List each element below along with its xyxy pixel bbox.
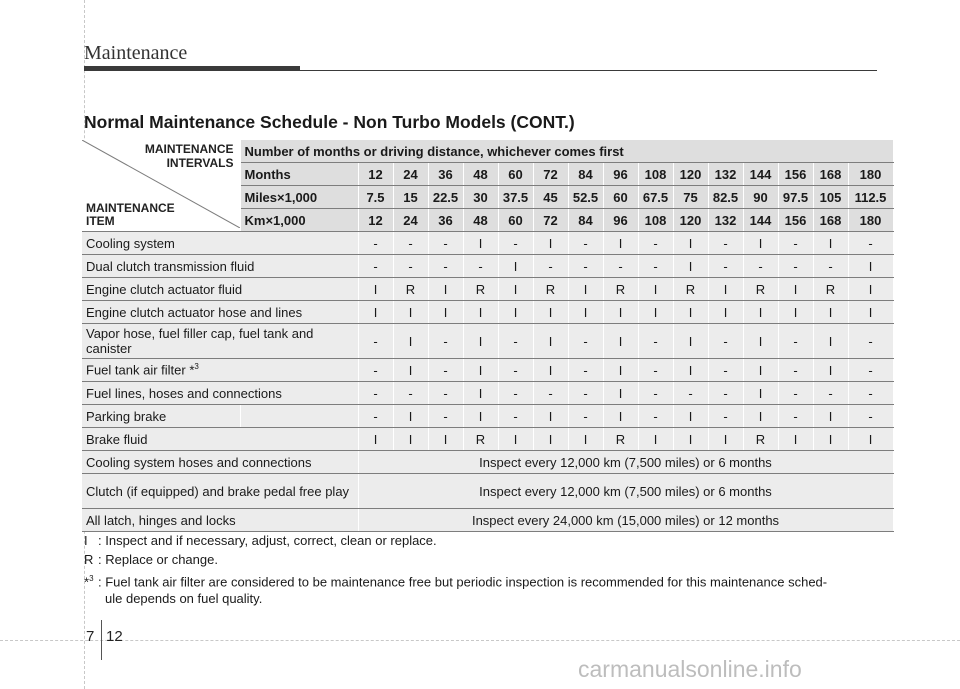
schedule-cell: I: [673, 301, 708, 324]
months-value: 108: [638, 163, 673, 186]
schedule-cell: I: [673, 359, 708, 382]
schedule-cell: I: [813, 428, 848, 451]
table-corner-header: [82, 140, 240, 232]
schedule-cell: I: [533, 232, 568, 255]
schedule-cell: -: [358, 382, 393, 405]
maintenance-item: Cooling system hoses and connections: [82, 451, 358, 474]
schedule-cell: -: [568, 382, 603, 405]
km-value: 120: [673, 209, 708, 232]
schedule-cell: -: [848, 405, 893, 428]
schedule-cell: -: [848, 382, 893, 405]
page-number: 12: [106, 628, 123, 645]
schedule-cell: R: [743, 428, 778, 451]
schedule-cell: I: [673, 255, 708, 278]
km-value: 36: [428, 209, 463, 232]
schedule-row: [82, 278, 893, 301]
schedule-cell: I: [463, 232, 498, 255]
schedule-cell: -: [848, 324, 893, 359]
km-value: 84: [568, 209, 603, 232]
months-value: 24: [393, 163, 428, 186]
km-value: 72: [533, 209, 568, 232]
schedule-cell: I: [393, 301, 428, 324]
schedule-cell: I: [393, 359, 428, 382]
miles-value: 15: [393, 186, 428, 209]
schedule-cell: I: [813, 232, 848, 255]
schedule-cell: I: [778, 278, 813, 301]
schedule-cell: -: [638, 255, 673, 278]
schedule-cell: R: [603, 428, 638, 451]
schedule-cell: -: [533, 255, 568, 278]
schedule-cell: -: [708, 324, 743, 359]
maintenance-item-label: Fuel lines, hoses and connections: [86, 385, 282, 401]
schedule-cell: -: [428, 359, 463, 382]
miles-value: 75: [673, 186, 708, 209]
schedule-cell: -: [708, 255, 743, 278]
schedule-cell: I: [603, 301, 638, 324]
months-label: Months: [240, 163, 358, 186]
legend-text-continued: ule depends on fuel quality.: [105, 591, 263, 607]
schedule-cell: I: [708, 301, 743, 324]
miles-value: 60: [603, 186, 638, 209]
schedule-cell: I: [813, 359, 848, 382]
months-value: 168: [813, 163, 848, 186]
schedule-cell: I: [813, 324, 848, 359]
schedule-cell: I: [463, 301, 498, 324]
schedule-cell: I: [533, 428, 568, 451]
schedule-cell: I: [498, 278, 533, 301]
page-header-title: Maintenance: [84, 42, 188, 64]
schedule-cell: I: [358, 301, 393, 324]
schedule-cell: -: [743, 255, 778, 278]
miles-value: 90: [743, 186, 778, 209]
schedule-cell: I: [463, 359, 498, 382]
schedule-row: [82, 428, 893, 451]
schedule-cell: -: [778, 324, 813, 359]
schedule-cell: I: [848, 428, 893, 451]
km-value: 108: [638, 209, 673, 232]
schedule-cell: I: [673, 405, 708, 428]
chapter-number: 7: [86, 628, 95, 645]
schedule-cell: R: [743, 278, 778, 301]
schedule-cell: I: [848, 255, 893, 278]
schedule-cell: -: [638, 405, 673, 428]
schedule-cell: I: [463, 382, 498, 405]
schedule-cell: I: [603, 359, 638, 382]
schedule-cell: I: [568, 278, 603, 301]
schedule-cell: R: [533, 278, 568, 301]
miles-value: 52.5: [568, 186, 603, 209]
months-value: 144: [743, 163, 778, 186]
schedule-row: [82, 301, 893, 324]
schedule-cell: -: [778, 255, 813, 278]
schedule-cell: I: [533, 405, 568, 428]
legend-key: R: [84, 552, 94, 567]
schedule-cell: -: [358, 405, 393, 428]
footnote-marker: 3: [89, 574, 94, 583]
schedule-cell: I: [778, 301, 813, 324]
km-value: 144: [743, 209, 778, 232]
months-value: 60: [498, 163, 533, 186]
months-value: 12: [358, 163, 393, 186]
schedule-cell: I: [498, 301, 533, 324]
schedule-cell: I: [743, 405, 778, 428]
schedule-cell: -: [708, 359, 743, 382]
interval-heading-row: [82, 140, 893, 163]
schedule-cell: -: [498, 324, 533, 359]
km-value: 12: [358, 209, 393, 232]
schedule-cell: -: [778, 232, 813, 255]
inspection-interval: Inspect every 24,000 km (15,000 miles) or 12 months: [358, 509, 893, 532]
schedule-cell: -: [848, 232, 893, 255]
footnote-marker: 3: [194, 362, 199, 372]
maintenance-item-label: Engine clutch actuator hose and lines: [86, 304, 303, 320]
maintenance-item: [82, 278, 358, 301]
maintenance-item: [82, 382, 358, 405]
miles-value: 7.5: [358, 186, 393, 209]
corner-item-label: MAINTENANCE ITEM: [86, 201, 175, 228]
schedule-row: [82, 255, 893, 278]
schedule-cell: -: [393, 382, 428, 405]
legend-key: I: [84, 533, 88, 548]
months-value: 84: [568, 163, 603, 186]
crop-guide-horizontal: [0, 640, 960, 641]
schedule-cell: -: [708, 232, 743, 255]
schedule-cell: -: [638, 324, 673, 359]
schedule-cell: I: [533, 324, 568, 359]
schedule-cell: I: [673, 428, 708, 451]
maintenance-item-label: Cooling system: [86, 235, 175, 251]
inspection-row: [82, 509, 893, 532]
schedule-cell: -: [708, 382, 743, 405]
header-rule-thick: [84, 66, 300, 71]
schedule-cell: -: [498, 359, 533, 382]
section-title: Normal Maintenance Schedule - Non Turbo Models (CONT.): [84, 112, 575, 132]
schedule-cell: I: [743, 382, 778, 405]
schedule-cell: I: [673, 324, 708, 359]
schedule-cell: I: [463, 405, 498, 428]
schedule-cell: I: [428, 301, 463, 324]
miles-value: 37.5: [498, 186, 533, 209]
schedule-cell: R: [673, 278, 708, 301]
miles-value: 67.5: [638, 186, 673, 209]
schedule-cell: -: [358, 324, 393, 359]
schedule-cell: I: [848, 278, 893, 301]
months-value: 72: [533, 163, 568, 186]
maintenance-item: [82, 324, 358, 359]
legend-key: *$^3$: [84, 574, 94, 590]
legend-text: : Fuel tank air filter are considered to be maintenance free but periodic inspection is recommended for this maintenance sched-: [98, 574, 828, 590]
months-value: 156: [778, 163, 813, 186]
km-label: Km×1,000: [240, 209, 358, 232]
schedule-cell: -: [393, 255, 428, 278]
schedule-cell: -: [813, 255, 848, 278]
schedule-cell: -: [568, 232, 603, 255]
schedule-cell: -: [533, 382, 568, 405]
schedule-cell: I: [778, 428, 813, 451]
months-value: 36: [428, 163, 463, 186]
schedule-cell: I: [568, 301, 603, 324]
maintenance-item-blank: [240, 405, 358, 428]
miles-value: 22.5: [428, 186, 463, 209]
maintenance-item: [82, 232, 358, 255]
schedule-row: [82, 382, 893, 405]
schedule-cell: I: [743, 301, 778, 324]
schedule-cell: -: [603, 255, 638, 278]
schedule-cell: I: [393, 405, 428, 428]
schedule-cell: I: [463, 324, 498, 359]
schedule-cell: -: [428, 382, 463, 405]
schedule-cell: -: [778, 405, 813, 428]
maintenance-item: Clutch (if equipped) and brake pedal free play: [82, 474, 358, 509]
miles-value: 45: [533, 186, 568, 209]
schedule-cell: R: [603, 278, 638, 301]
legend-text: : Replace or change.: [98, 552, 218, 567]
schedule-cell: -: [848, 359, 893, 382]
schedule-cell: I: [428, 278, 463, 301]
schedule-cell: -: [638, 232, 673, 255]
footer-divider: [101, 620, 102, 660]
schedule-cell: -: [428, 324, 463, 359]
schedule-cell: I: [498, 428, 533, 451]
schedule-row: [82, 405, 893, 428]
schedule-cell: I: [393, 428, 428, 451]
km-value: 48: [463, 209, 498, 232]
schedule-cell: -: [358, 255, 393, 278]
schedule-cell: -: [638, 382, 673, 405]
schedule-cell: -: [673, 382, 708, 405]
schedule-row: [82, 232, 893, 255]
inspection-interval: Inspect every 12,000 km (7,500 miles) or 6 months: [358, 474, 893, 509]
miles-value: 82.5: [708, 186, 743, 209]
miles-label: Miles×1,000: [240, 186, 358, 209]
schedule-cell: I: [708, 278, 743, 301]
schedule-cell: -: [428, 255, 463, 278]
schedule-cell: I: [603, 405, 638, 428]
maintenance-item: [82, 428, 358, 451]
km-value: 180: [848, 209, 893, 232]
watermark-text: carmanualsonline.info: [578, 656, 802, 682]
schedule-cell: I: [813, 301, 848, 324]
maintenance-item-label: Dual clutch transmission fluid: [86, 258, 255, 274]
legend-entry: [84, 570, 827, 607]
schedule-cell: -: [638, 359, 673, 382]
schedule-cell: -: [708, 405, 743, 428]
schedule-cell: I: [743, 324, 778, 359]
maintenance-schedule-table: [82, 140, 894, 532]
inspection-row: [82, 474, 893, 509]
schedule-cell: -: [778, 382, 813, 405]
months-value: 96: [603, 163, 638, 186]
header-rule-thin: [300, 70, 877, 71]
schedule-cell: -: [463, 255, 498, 278]
schedule-cell: R: [463, 428, 498, 451]
schedule-cell: I: [743, 232, 778, 255]
km-value: 156: [778, 209, 813, 232]
schedule-cell: -: [358, 359, 393, 382]
schedule-cell: R: [463, 278, 498, 301]
miles-value: 112.5: [848, 186, 893, 209]
schedule-cell: -: [568, 255, 603, 278]
km-value: 132: [708, 209, 743, 232]
maintenance-item: [82, 405, 240, 428]
schedule-cell: R: [393, 278, 428, 301]
schedule-cell: -: [568, 359, 603, 382]
maintenance-item-label: Fuel tank air filter *: [86, 362, 195, 378]
schedule-cell: -: [498, 232, 533, 255]
km-value: 60: [498, 209, 533, 232]
schedule-cell: -: [393, 232, 428, 255]
schedule-cell: I: [848, 301, 893, 324]
schedule-cell: -: [428, 232, 463, 255]
schedule-cell: I: [358, 428, 393, 451]
km-value: 96: [603, 209, 638, 232]
miles-value: 30: [463, 186, 498, 209]
schedule-cell: -: [498, 382, 533, 405]
maintenance-item: [82, 359, 358, 382]
schedule-cell: I: [638, 278, 673, 301]
inspection-interval: Inspect every 12,000 km (7,500 miles) or 6 months: [358, 451, 893, 474]
schedule-cell: I: [638, 428, 673, 451]
intervals-heading: Number of months or driving distance, whichever comes first: [240, 140, 893, 163]
schedule-cell: I: [498, 255, 533, 278]
months-value: 48: [463, 163, 498, 186]
schedule-cell: I: [673, 232, 708, 255]
schedule-cell: -: [498, 405, 533, 428]
schedule-cell: -: [568, 405, 603, 428]
maintenance-item-label: Vapor hose, fuel filler cap, fuel tank and canister: [86, 326, 314, 356]
schedule-cell: I: [603, 324, 638, 359]
legend-text: : Inspect and if necessary, adjust, correct, clean or replace.: [98, 533, 437, 548]
corner-intervals-label: MAINTENANCE INTERVALS: [144, 142, 234, 170]
schedule-cell: -: [778, 359, 813, 382]
schedule-cell: I: [533, 359, 568, 382]
maintenance-item-label: Parking brake: [86, 408, 167, 424]
schedule-cell: I: [428, 428, 463, 451]
months-value: 180: [848, 163, 893, 186]
schedule-row: [82, 324, 893, 359]
km-value: 168: [813, 209, 848, 232]
maintenance-item-label: Brake fluid: [86, 431, 148, 447]
miles-value: 97.5: [778, 186, 813, 209]
schedule-cell: I: [533, 301, 568, 324]
schedule-cell: -: [358, 232, 393, 255]
schedule-cell: I: [638, 301, 673, 324]
schedule-cell: I: [358, 278, 393, 301]
legend-entry: [84, 551, 218, 568]
km-value: 24: [393, 209, 428, 232]
schedule-cell: I: [603, 382, 638, 405]
schedule-cell: I: [393, 324, 428, 359]
schedule-cell: -: [813, 382, 848, 405]
months-value: 120: [673, 163, 708, 186]
legend-entry: [84, 532, 437, 549]
schedule-cell: -: [428, 405, 463, 428]
schedule-row: [82, 359, 893, 382]
schedule-cell: -: [568, 324, 603, 359]
schedule-cell: I: [603, 232, 638, 255]
maintenance-item: All latch, hinges and locks: [82, 509, 358, 532]
schedule-cell: I: [568, 428, 603, 451]
maintenance-item-label: Engine clutch actuator fluid: [86, 281, 243, 297]
schedule-cell: I: [743, 359, 778, 382]
miles-value: 105: [813, 186, 848, 209]
months-value: 132: [708, 163, 743, 186]
inspection-row: [82, 451, 893, 474]
schedule-cell: R: [813, 278, 848, 301]
schedule-cell: I: [813, 405, 848, 428]
maintenance-item: [82, 255, 358, 278]
schedule-cell: I: [708, 428, 743, 451]
maintenance-item: [82, 301, 358, 324]
